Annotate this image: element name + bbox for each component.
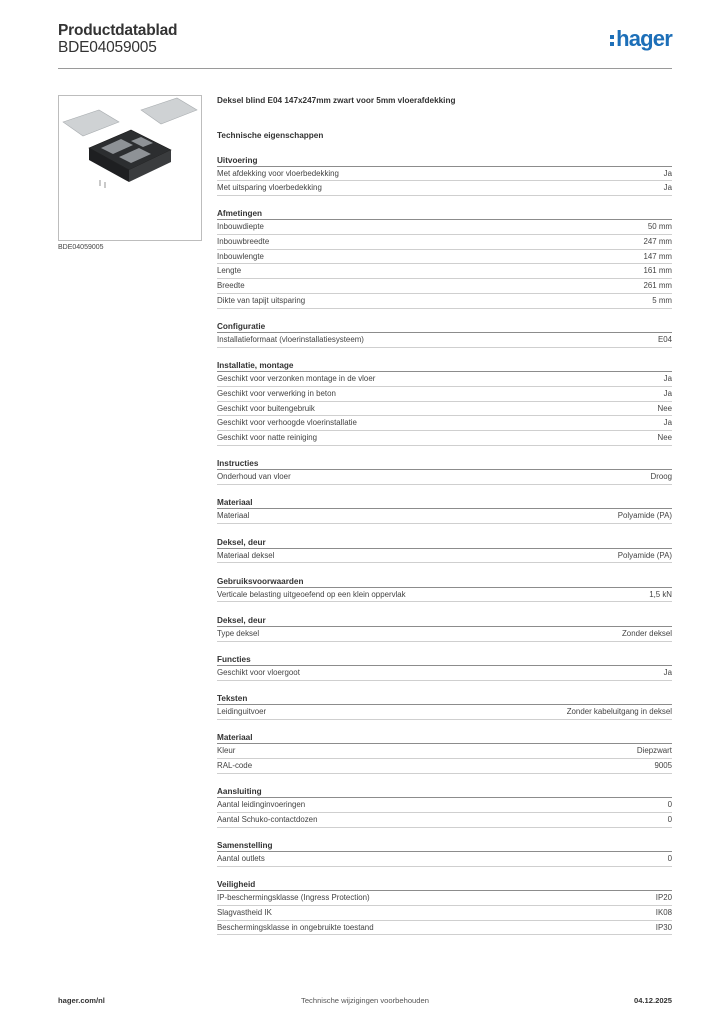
spec-value: 161 mm bbox=[643, 266, 672, 276]
spec-row bbox=[217, 852, 672, 867]
spec-value: 261 mm bbox=[643, 281, 672, 291]
section-title: Uitvoering bbox=[217, 155, 672, 167]
spec-section bbox=[217, 537, 672, 564]
spec-label: RAL-code bbox=[217, 761, 253, 771]
spec-value: 147 mm bbox=[643, 251, 672, 261]
spec-label: Breedte bbox=[217, 281, 245, 291]
spec-label: Geschikt voor verwerking in beton bbox=[217, 388, 336, 398]
spec-row bbox=[217, 294, 672, 309]
spec-label: Installatieformaat (vloerinstallatiesysteem) bbox=[217, 335, 364, 344]
spec-row bbox=[217, 921, 672, 936]
spec-label: Geschikt voor verhoogde vloerinstallatie bbox=[217, 418, 357, 428]
spec-value: 0 bbox=[667, 800, 672, 810]
spec-row bbox=[217, 387, 672, 402]
spec-value: Ja bbox=[663, 668, 672, 678]
section-title: Materiaal bbox=[217, 497, 672, 509]
spec-row bbox=[217, 372, 672, 387]
spec-row bbox=[217, 509, 672, 524]
spec-value: E04 bbox=[657, 335, 672, 344]
spec-value: 5 mm bbox=[652, 295, 672, 305]
spec-section bbox=[217, 840, 672, 867]
spec-value: Diepzwart bbox=[636, 746, 672, 756]
spec-label: Slagvastheid IK bbox=[217, 908, 272, 918]
spec-section bbox=[217, 615, 672, 642]
spec-value: IP20 bbox=[655, 893, 672, 903]
spec-row bbox=[217, 666, 672, 681]
spec-label: Inbouwbreedte bbox=[217, 237, 270, 247]
spec-row bbox=[217, 167, 672, 182]
spec-row bbox=[217, 220, 672, 235]
spec-label: IP-beschermingsklasse (Ingress Protection) bbox=[217, 893, 370, 903]
spec-section bbox=[217, 654, 672, 681]
spec-section bbox=[217, 732, 672, 773]
spec-section bbox=[217, 786, 672, 827]
spec-row bbox=[217, 891, 672, 906]
spec-label: Geschikt voor vloergoot bbox=[217, 668, 300, 678]
spec-row bbox=[217, 264, 672, 279]
spec-row bbox=[217, 279, 672, 294]
logo-dots-icon bbox=[610, 35, 614, 46]
section-title: Instructies bbox=[217, 458, 672, 470]
spec-row bbox=[217, 798, 672, 813]
spec-row bbox=[217, 744, 672, 759]
floor-box-cover-icon bbox=[59, 96, 201, 240]
spec-section bbox=[217, 458, 672, 485]
page-header bbox=[58, 20, 672, 68]
section-title: Installatie, montage bbox=[217, 360, 672, 372]
spec-section bbox=[217, 321, 672, 348]
spec-row bbox=[217, 906, 672, 921]
spec-label: Verticale belasting uitgeoefend op een klein oppervlak bbox=[217, 589, 406, 599]
spec-value: 9005 bbox=[654, 761, 672, 771]
spec-sections bbox=[217, 155, 672, 936]
spec-label: Geschikt voor buitengebruik bbox=[217, 403, 315, 413]
spec-section bbox=[217, 497, 672, 524]
section-title: Gebruiksvoorwaarden bbox=[217, 576, 672, 588]
spec-label: Met afdekking voor vloerbedekking bbox=[217, 168, 339, 178]
spec-label: Leidinguitvoer bbox=[217, 707, 267, 717]
section-title: Aansluiting bbox=[217, 786, 672, 798]
spec-value: Droog bbox=[650, 472, 672, 482]
hager-logo bbox=[610, 27, 672, 51]
section-title: Materiaal bbox=[217, 732, 672, 744]
spec-row bbox=[217, 470, 672, 485]
spec-value: Nee bbox=[657, 403, 672, 413]
spec-row bbox=[217, 549, 672, 564]
spec-label: Materiaal deksel bbox=[217, 550, 275, 560]
spec-row bbox=[217, 759, 672, 774]
tech-properties-heading: Technische eigenschappen bbox=[217, 131, 324, 140]
spec-value: Ja bbox=[663, 183, 672, 193]
spec-section bbox=[217, 208, 672, 308]
section-title: Configuratie bbox=[217, 321, 672, 333]
spec-value: Zonder kabeluitgang in deksel bbox=[566, 707, 672, 717]
spec-value: 247 mm bbox=[643, 237, 672, 247]
spec-label: Dikte van tapijt uitsparing bbox=[217, 295, 306, 305]
spec-label: Met uitsparing vloerbedekking bbox=[217, 183, 322, 193]
section-title: Functies bbox=[217, 654, 672, 666]
spec-section bbox=[217, 879, 672, 935]
spec-value: Ja bbox=[663, 168, 672, 178]
spec-row bbox=[217, 813, 672, 828]
spec-label: Aantal leidinginvoeringen bbox=[217, 800, 306, 810]
spec-value: 0 bbox=[667, 854, 672, 864]
spec-label: Geschikt voor verzonken montage in de vloer bbox=[217, 374, 376, 384]
spec-label: Aantal Schuko-contactdozen bbox=[217, 815, 318, 824]
spec-value: 50 mm bbox=[647, 222, 672, 232]
spec-value: Ja bbox=[663, 374, 672, 384]
spec-section bbox=[217, 155, 672, 196]
spec-row bbox=[217, 402, 672, 417]
spec-value: 0 bbox=[667, 815, 672, 824]
spec-label: Inbouwlengte bbox=[217, 251, 264, 261]
spec-value: 1,5 kN bbox=[649, 589, 672, 599]
spec-content bbox=[217, 95, 672, 935]
spec-label: Beschermingsklasse in ongebruikte toestand bbox=[217, 922, 374, 932]
spec-value: Ja bbox=[663, 388, 672, 398]
section-title: Deksel, deur bbox=[217, 615, 672, 627]
spec-label: Geschikt voor natte reiniging bbox=[217, 432, 318, 442]
product-code: BDE04059005 bbox=[58, 39, 157, 56]
product-image bbox=[58, 95, 202, 241]
spec-section bbox=[217, 576, 672, 603]
section-title: Deksel, deur bbox=[217, 537, 672, 549]
spec-section bbox=[217, 360, 672, 445]
section-title: Samenstelling bbox=[217, 840, 672, 852]
footer-date: 04.12.2025 bbox=[633, 996, 672, 1005]
spec-row bbox=[217, 588, 672, 603]
spec-row bbox=[217, 416, 672, 431]
image-caption: BDE04059005 bbox=[58, 244, 104, 251]
section-title: Teksten bbox=[217, 693, 672, 705]
footer-disclaimer: Technische wijzigingen voorbehouden bbox=[301, 996, 429, 1005]
logo-text: hager bbox=[616, 26, 672, 51]
footer-website-link[interactable]: hager.com/nl bbox=[58, 996, 105, 1005]
document-title: Productdatablad bbox=[58, 22, 178, 39]
spec-value: Zonder deksel bbox=[621, 628, 672, 638]
spec-row bbox=[217, 235, 672, 250]
header-divider bbox=[58, 68, 672, 69]
spec-row bbox=[217, 431, 672, 446]
spec-row bbox=[217, 705, 672, 720]
spec-label: Kleur bbox=[217, 746, 236, 756]
spec-label: Type deksel bbox=[217, 628, 260, 638]
spec-row bbox=[217, 333, 672, 348]
spec-value: Polyamide (PA) bbox=[617, 550, 672, 560]
spec-row bbox=[217, 627, 672, 642]
spec-value: IK08 bbox=[655, 908, 672, 918]
spec-label: Onderhoud van vloer bbox=[217, 472, 291, 482]
spec-label: Inbouwdiepte bbox=[217, 222, 264, 232]
product-description: Deksel blind E04 147x247mm zwart voor 5mm vloerafdekking bbox=[217, 96, 456, 105]
spec-value: Polyamide (PA) bbox=[617, 511, 672, 521]
spec-label: Materiaal bbox=[217, 511, 250, 521]
spec-value: Ja bbox=[663, 418, 672, 428]
spec-label: Aantal outlets bbox=[217, 854, 265, 864]
spec-value: IP30 bbox=[655, 922, 672, 932]
spec-row bbox=[217, 250, 672, 265]
section-title: Veiligheid bbox=[217, 879, 672, 891]
section-title: Afmetingen bbox=[217, 208, 672, 220]
spec-label: Lengte bbox=[217, 266, 242, 276]
spec-section bbox=[217, 693, 672, 720]
spec-value: Nee bbox=[657, 432, 672, 442]
spec-row bbox=[217, 181, 672, 196]
